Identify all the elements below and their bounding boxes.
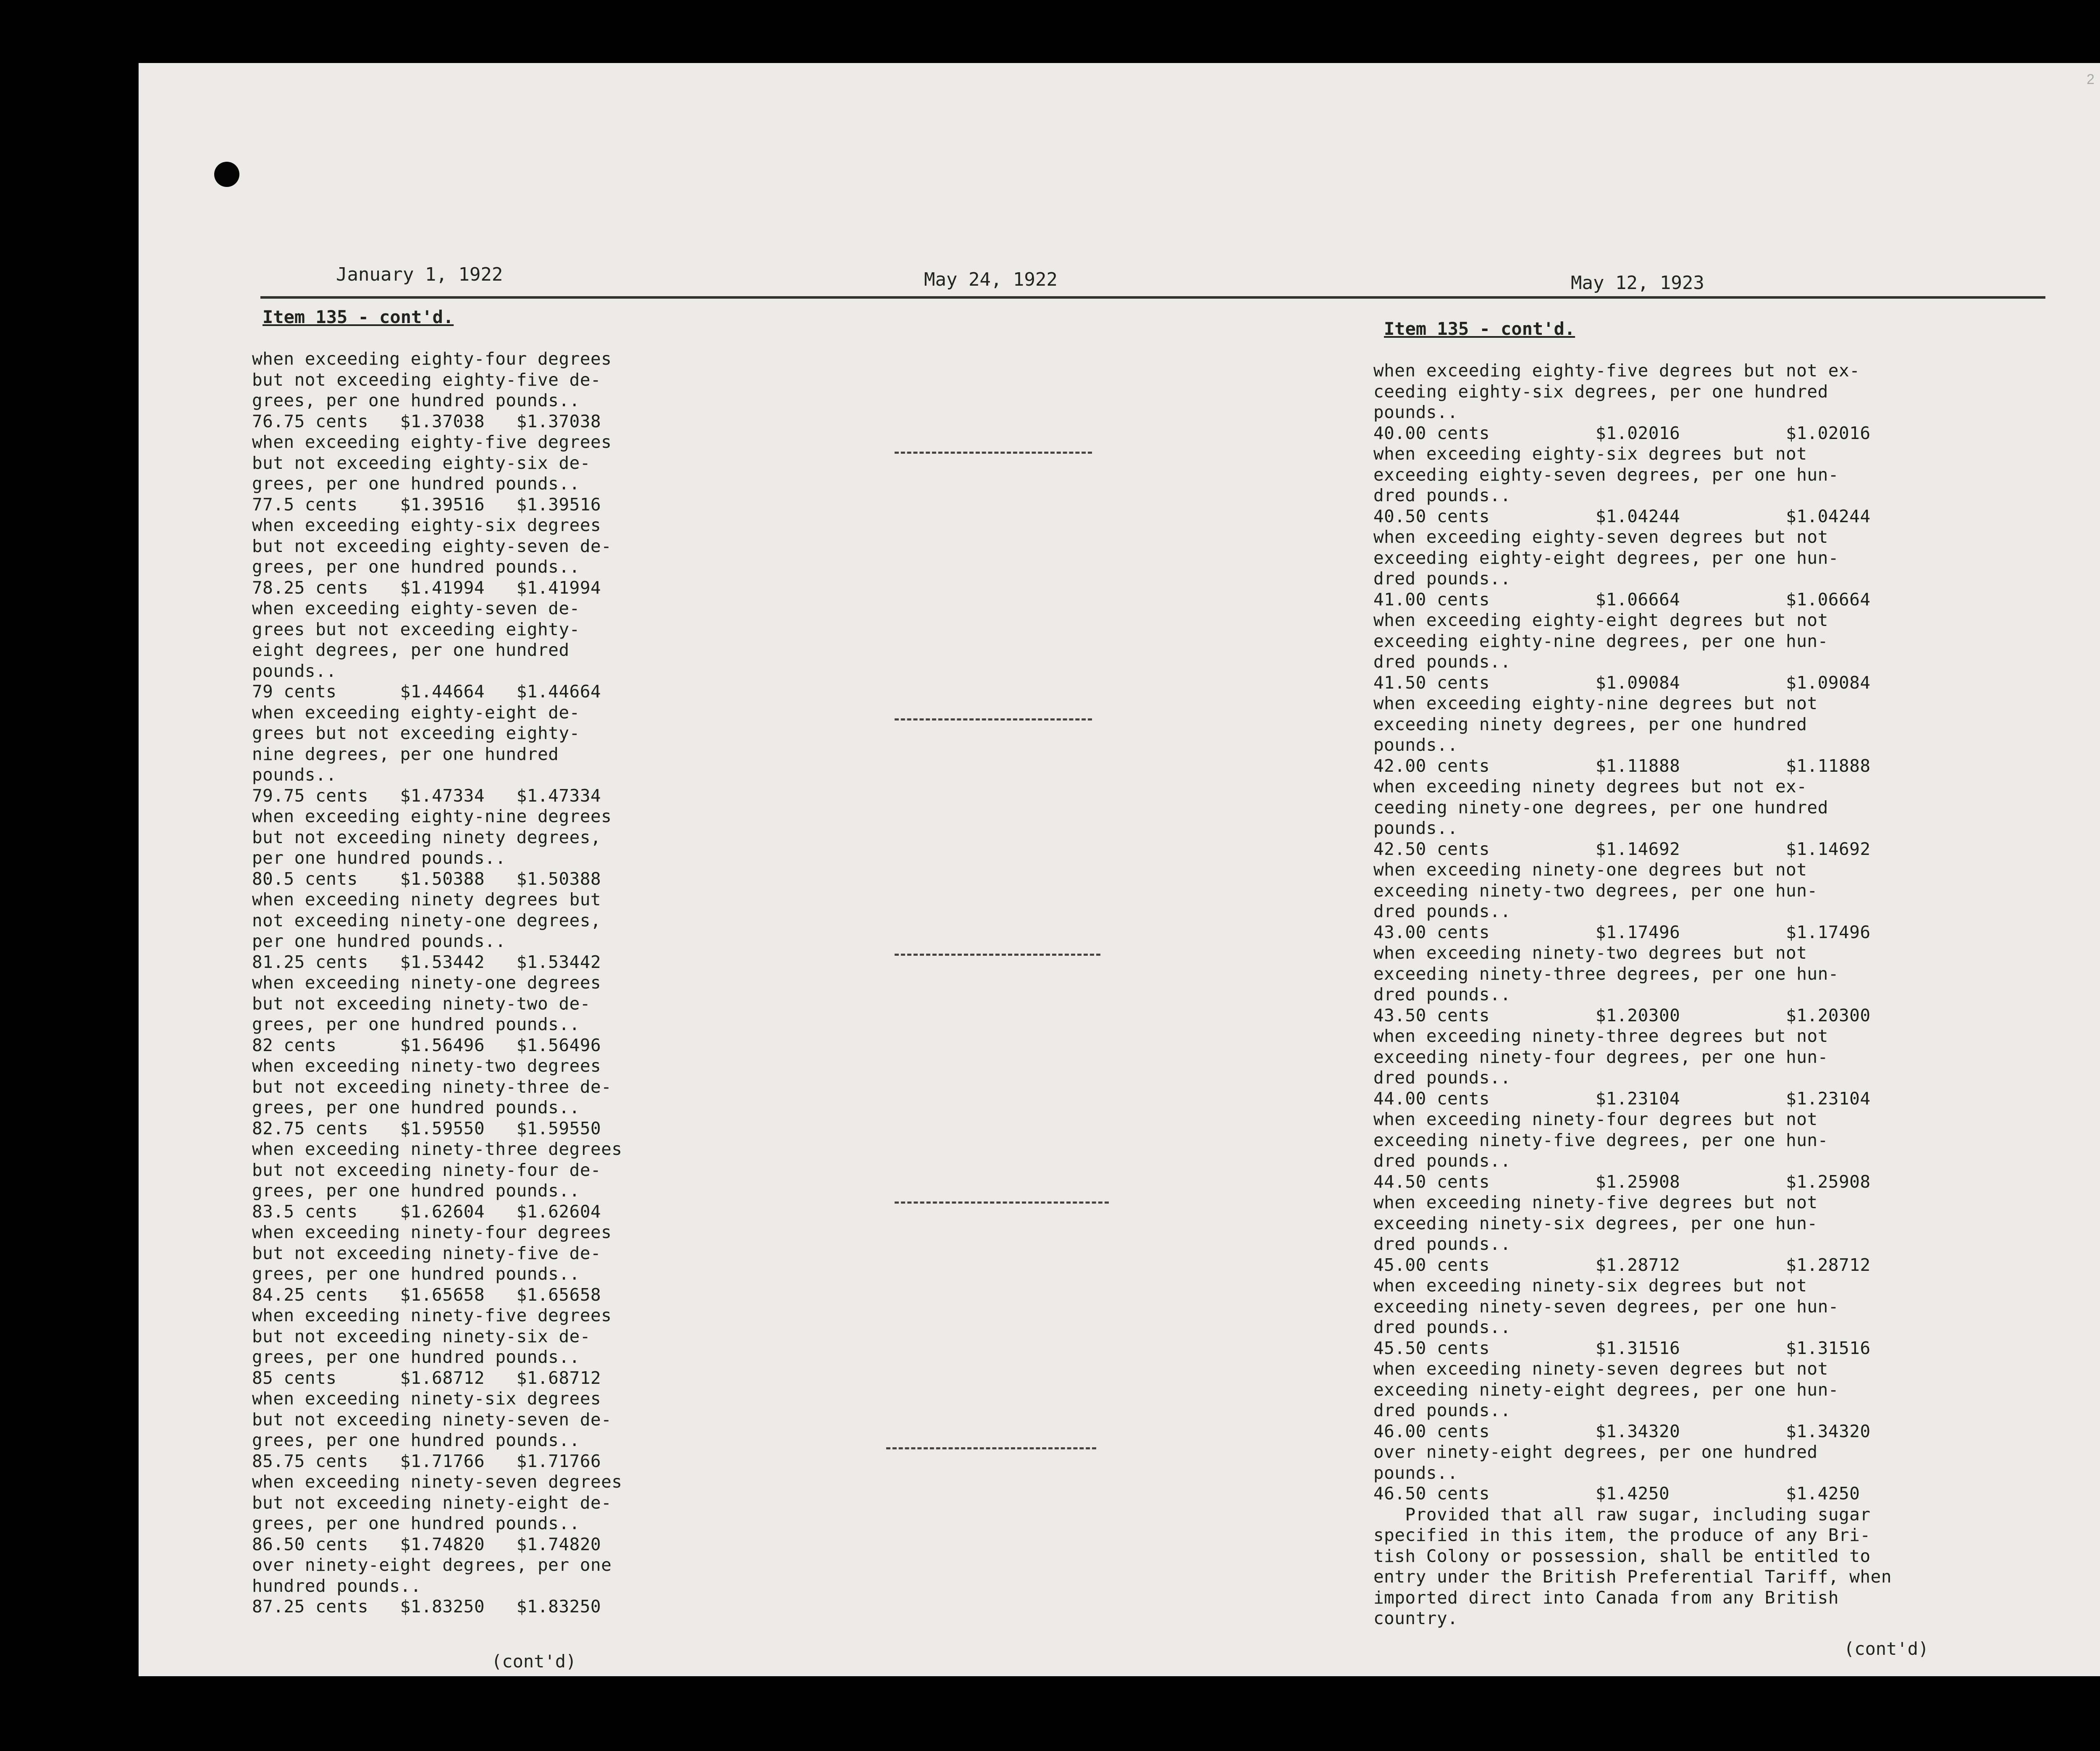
- left-column-text: when exceeding eighty-four degrees but not exceeding eighty-five de- grees, per one hundred pounds.. 76.75 cents $1.37038 $1.37038 when exceeding eighty-five degrees but not exceeding eighty-six de- grees, per one hundred pounds.. 77.5 cents $1.39516 $1.39516 when exceeding eighty-six degrees but not exceeding eighty-seven de- grees, per one hundred pounds.. 78.25 cents $1.41994 $1.41994 when exceeding eighty-seven de- grees but not exceeding eighty- eight degrees, per one hundred pounds.. 79 cents $1.44664 $1.44664 when exceeding eighty-eight de- grees but not exceeding eighty- nine degrees, per one hundred pounds.. 79.75 cents $1.47334 $1.47334 when exceeding eighty-nine degrees but not exceeding ninety degrees, per one hundred pounds.. 80.5 cents $1.50388 $1.50388 when exceeding ninety degrees but not exceeding ninety-one degrees, per one hundred pounds.. 81.25 cents $1.53442 $1.53442 when exceeding ninety-one degrees but not exceeding ninety-two de- grees, per one hundred pounds.. 82 cents $1.56496 $1.56496 when exceeding ninety-two degrees but not exceeding ninety-three de- grees, per one hundred pounds.. 82.75 cents $1.59550 $1.59550 when exceeding ninety-three degrees but not exceeding ninety-four de- grees, per one hundred pounds.. 83.5 cents $1.62604 $1.62604 when exceeding ninety-four degrees but not exceeding ninety-five de- grees, per one hundred pounds.. 84.25 cents $1.65658 $1.65658 when exceeding ninety-five degrees but not exceeding ninety-six de- grees, per one hundred pounds.. 85 cents $1.68712 $1.68712 when exceeding ninety-six degrees but not exceeding ninety-seven de- grees, per one hundred pounds.. 85.75 cents $1.71766 $1.71766 when exceeding ninety-seven degrees but not exceeding ninety-eight de- grees, per one hundred pounds.. 86.50 cents $1.74820 $1.74820 over ninety-eight degrees, per one hundred pounds.. 87.25 cents $1.83250 $1.83250: [252, 349, 622, 1617]
- dash-rule-1: [895, 452, 1092, 455]
- header-date-right: May 12, 1923: [1571, 272, 1704, 294]
- header-rule: [260, 296, 2045, 299]
- right-contd: (cont'd): [1844, 1638, 1929, 1659]
- left-item-heading: Item 135 - cont'd.: [262, 307, 454, 327]
- right-column-text: when exceeding eighty-five degrees but not ex- ceeding eighty-six degrees, per one hundred pounds.. 40.00 cents $1.02016 $1.02016 when exceeding eighty-six degrees but not exceeding eighty-seven degrees, per one hun- dred pounds.. 40.50 cents $1.04244 $1.04244 when exceeding eighty-seven degrees but not exceeding eighty-eight degrees, per one hun- dred pounds.. 41.00 cents $1.06664 $1.06664 when exceeding eighty-eight degrees but not exceeding eighty-nine degrees, per one hun- dred pounds.. 41.50 cents $1.09084 $1.09084 when exceeding eighty-nine degrees but not exceeding ninety degrees, per one hundred pounds.. 42.00 cents $1.11888 $1.11888 when exceeding ninety degrees but not ex- ceeding ninety-one degrees, per one hundred pounds.. 42.50 cents $1.14692 $1.14692 when exceeding ninety-one degrees but not exceeding ninety-two degrees, per one hun- dred pounds.. 43.00 cents $1.17496 $1.17496 when exceeding ninety-two degrees but not exceeding ninety-three degrees, per one hun- dred pounds.. 43.50 cents $1.20300 $1.20300 when exceeding ninety-three degrees but not exceeding ninety-four degrees, per one hun- dred pounds.. 44.00 cents $1.23104 $1.23104 when exceeding ninety-four degrees but not exceeding ninety-five degrees, per one hun- dred pounds.. 44.50 cents $1.25908 $1.25908 when exceeding ninety-five degrees but not exceeding ninety-six degrees, per one hun- dred pounds.. 45.00 cents $1.28712 $1.28712 when exceeding ninety-six degrees but not exceeding ninety-seven degrees, per one hun- dred pounds.. 45.50 cents $1.31516 $1.31516 when exceeding ninety-seven degrees but not exceeding ninety-eight degrees, per one hun- dred pounds.. 46.00 cents $1.34320 $1.34320 over ninety-eight degrees, per one hundred pounds.. 46.50 cents $1.4250 $1.4250 Provided that all raw sugar, including sugar specified in this item, the produce of any Bri- tish Colony or possession, shall be entitled to entry under the British Preferential Tariff, when imported direct into Canada from any British country.: [1373, 360, 1892, 1628]
- header-date-left: January 1, 1922: [336, 264, 503, 285]
- right-item-heading: Item 135 - cont'd.: [1384, 318, 1575, 339]
- dash-rule-4: [895, 1202, 1109, 1205]
- page-number-mark: 2: [2087, 71, 2095, 87]
- header-date-center: May 24, 1922: [924, 269, 1058, 290]
- dash-rule-3: [895, 954, 1100, 957]
- left-contd: (cont'd): [491, 1651, 577, 1672]
- dash-rule-5: [886, 1447, 1096, 1451]
- dash-rule-2: [895, 718, 1092, 722]
- punch-hole: [214, 162, 239, 187]
